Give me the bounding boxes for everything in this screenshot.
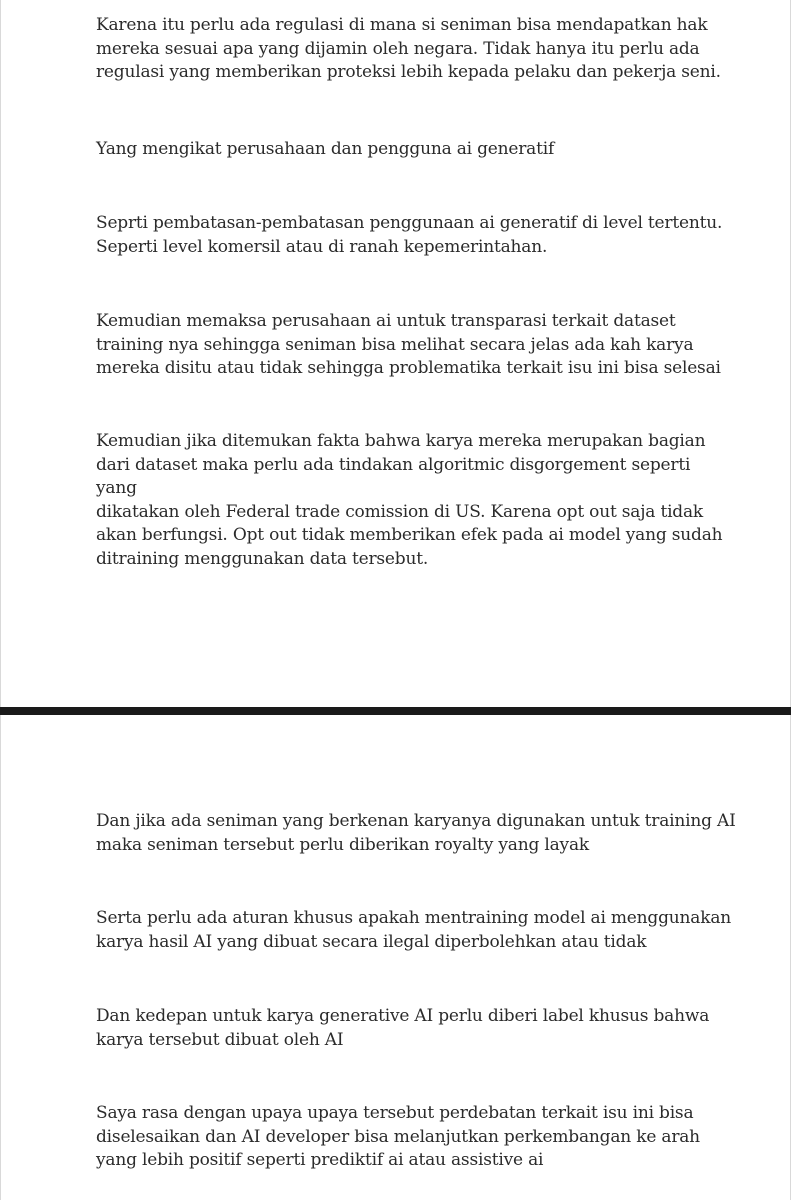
paragraph-label-khusus: Dan kedepan untuk karya generative AI perlu diberi label khusus bahwa karya tersebut dibuat oleh AI	[96, 1006, 710, 1050]
paragraph-regulasi: Karena itu perlu ada regulasi di mana si seniman bisa mendapatkan hak mereka sesuai apa yang dijamin oleh negara. Tidak hanya itu perlu ada regulasi yang memberikan proteksi lebih kepada pelaku dan pekerja seni.	[96, 15, 721, 83]
paragraph-mengikat: Yang mengikat perusahaan dan pengguna ai generatif	[96, 139, 555, 159]
paragraph-transparasi: Kemudian memaksa perusahaan ai untuk transparasi terkait dataset training nya sehingga seniman bisa melihat secara jelas ada kah karya mereka disitu atau tidak sehingga problematika terkait isu ini bisa selesai	[96, 311, 721, 379]
paragraph-pembatasan: Seprti pembatasan-pembatasan penggunaan ai generatif di level tertentu. Seperti level komersil atau di ranah kepemerintahan.	[96, 213, 723, 257]
paragraph-royalty: Dan jika ada seniman yang berkenan karyanya digunakan untuk training AI maka seniman tersebut perlu diberikan royalty yang layak	[96, 811, 736, 855]
paragraph-kesimpulan: Saya rasa dengan upaya upaya tersebut perdebatan terkait isu ini bisa diselesaikan dan AI developer bisa melanjutkan perkembangan ke arah yang lebih positif seperti prediktif ai atau assistive ai	[96, 1103, 700, 1171]
paragraph-disgorgement: Kemudian jika ditemukan fakta bahwa karya mereka merupakan bagian dari dataset maka perlu ada tindakan algoritmic disgorgement seperti yang dikatakan oleh Federal trade comission di US. Karena opt out saja tidak akan berfungsi. Opt out tidak memberikan efek pada ai model yang sudah ditraining menggunakan data tersebut.	[96, 431, 723, 569]
paragraph-aturan-khusus: Serta perlu ada aturan khusus apakah mentraining model ai menggunakan karya hasil AI yang dibuat secara ilegal diperbolehkan atau tidak	[96, 908, 731, 952]
panel-divider	[0, 707, 791, 715]
